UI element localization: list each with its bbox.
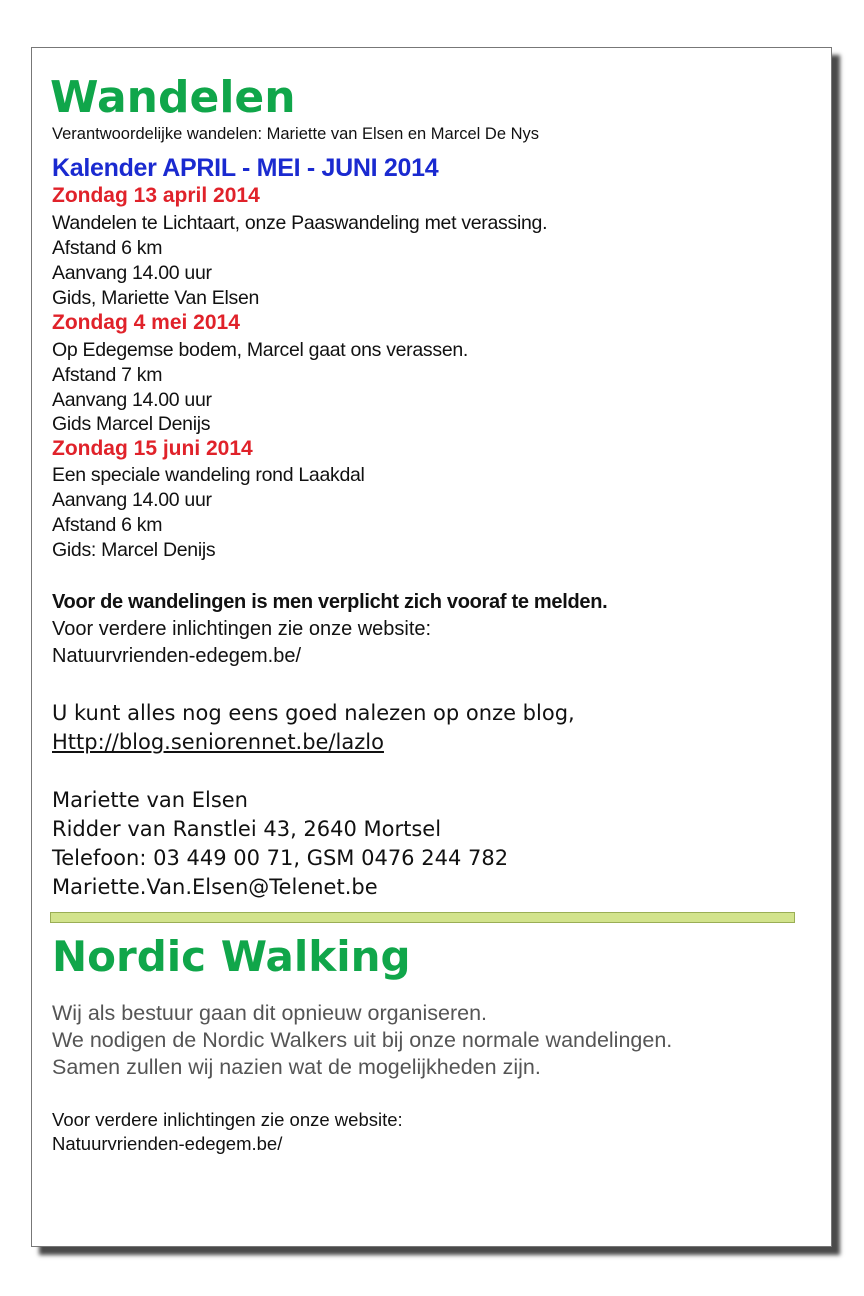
contact-name: Mariette van Elsen	[52, 788, 248, 812]
nordic-line: Wij als bestuur gaan dit opnieuw organiseren.	[52, 1001, 488, 1025]
required-notice: Voor de wandelingen is men verplicht zich vooraf te melden.	[52, 591, 608, 613]
responsible-line: Verantwoordelijke wandelen: Mariette van Elsen en Marcel De Nys	[52, 125, 539, 143]
nordic-info-text: Voor verdere inlichtingen zie onze website:	[52, 1109, 403, 1130]
nordic-title: Nordic Walking	[52, 932, 411, 981]
event-detail: Afstand 6 km	[52, 514, 163, 536]
event-detail: Afstand 7 km	[52, 364, 163, 386]
nordic-line: We nodigen de Nordic Walkers uit bij onze normale wandelingen.	[52, 1028, 673, 1052]
event-detail: Gids Marcel Denijs	[52, 413, 211, 435]
event-detail: Gids, Mariette Van Elsen	[52, 287, 260, 309]
blog-link[interactable]: Http://blog.seniorennet.be/lazlo	[52, 730, 384, 754]
event-date: Zondag 13 april 2014	[52, 184, 260, 207]
event-detail: Aanvang 14.00 uur	[52, 489, 212, 511]
info-text: Voor verdere inlichtingen zie onze website:	[52, 618, 432, 640]
event-date: Zondag 15 juni 2014	[52, 437, 253, 460]
calendar-heading: Kalender APRIL - MEI - JUNI 2014	[52, 154, 439, 182]
website-text: Natuurvrienden-edegem.be/	[52, 645, 302, 667]
blog-text: U kunt alles nog eens goed nalezen op onze blog,	[52, 701, 575, 725]
contact-email: Mariette.Van.Elsen@Telenet.be	[52, 875, 378, 899]
nordic-line: Samen zullen wij nazien wat de mogelijkheden zijn.	[52, 1055, 541, 1079]
contact-phone: Telefoon: 03 449 00 71, GSM 0476 244 782	[52, 846, 509, 870]
event-detail: Aanvang 14.00 uur	[52, 262, 212, 284]
event-detail: Een speciale wandeling rond Laakdal	[52, 464, 365, 486]
event-detail: Op Edegemse bodem, Marcel gaat ons verassen.	[52, 339, 469, 361]
section-divider	[50, 912, 795, 923]
event-date: Zondag 4 mei 2014	[52, 311, 240, 334]
event-detail: Aanvang 14.00 uur	[52, 389, 212, 411]
event-detail: Afstand 6 km	[52, 237, 163, 259]
contact-address: Ridder van Ranstlei 43, 2640 Mortsel	[52, 817, 442, 841]
event-detail: Wandelen te Lichtaart, onze Paaswandeling met verassing.	[52, 212, 548, 234]
newsletter-page	[31, 47, 832, 1247]
event-detail: Gids: Marcel Denijs	[52, 539, 216, 561]
nordic-website-text: Natuurvrienden-edegem.be/	[52, 1133, 283, 1154]
wandelen-title: Wandelen	[50, 72, 296, 123]
